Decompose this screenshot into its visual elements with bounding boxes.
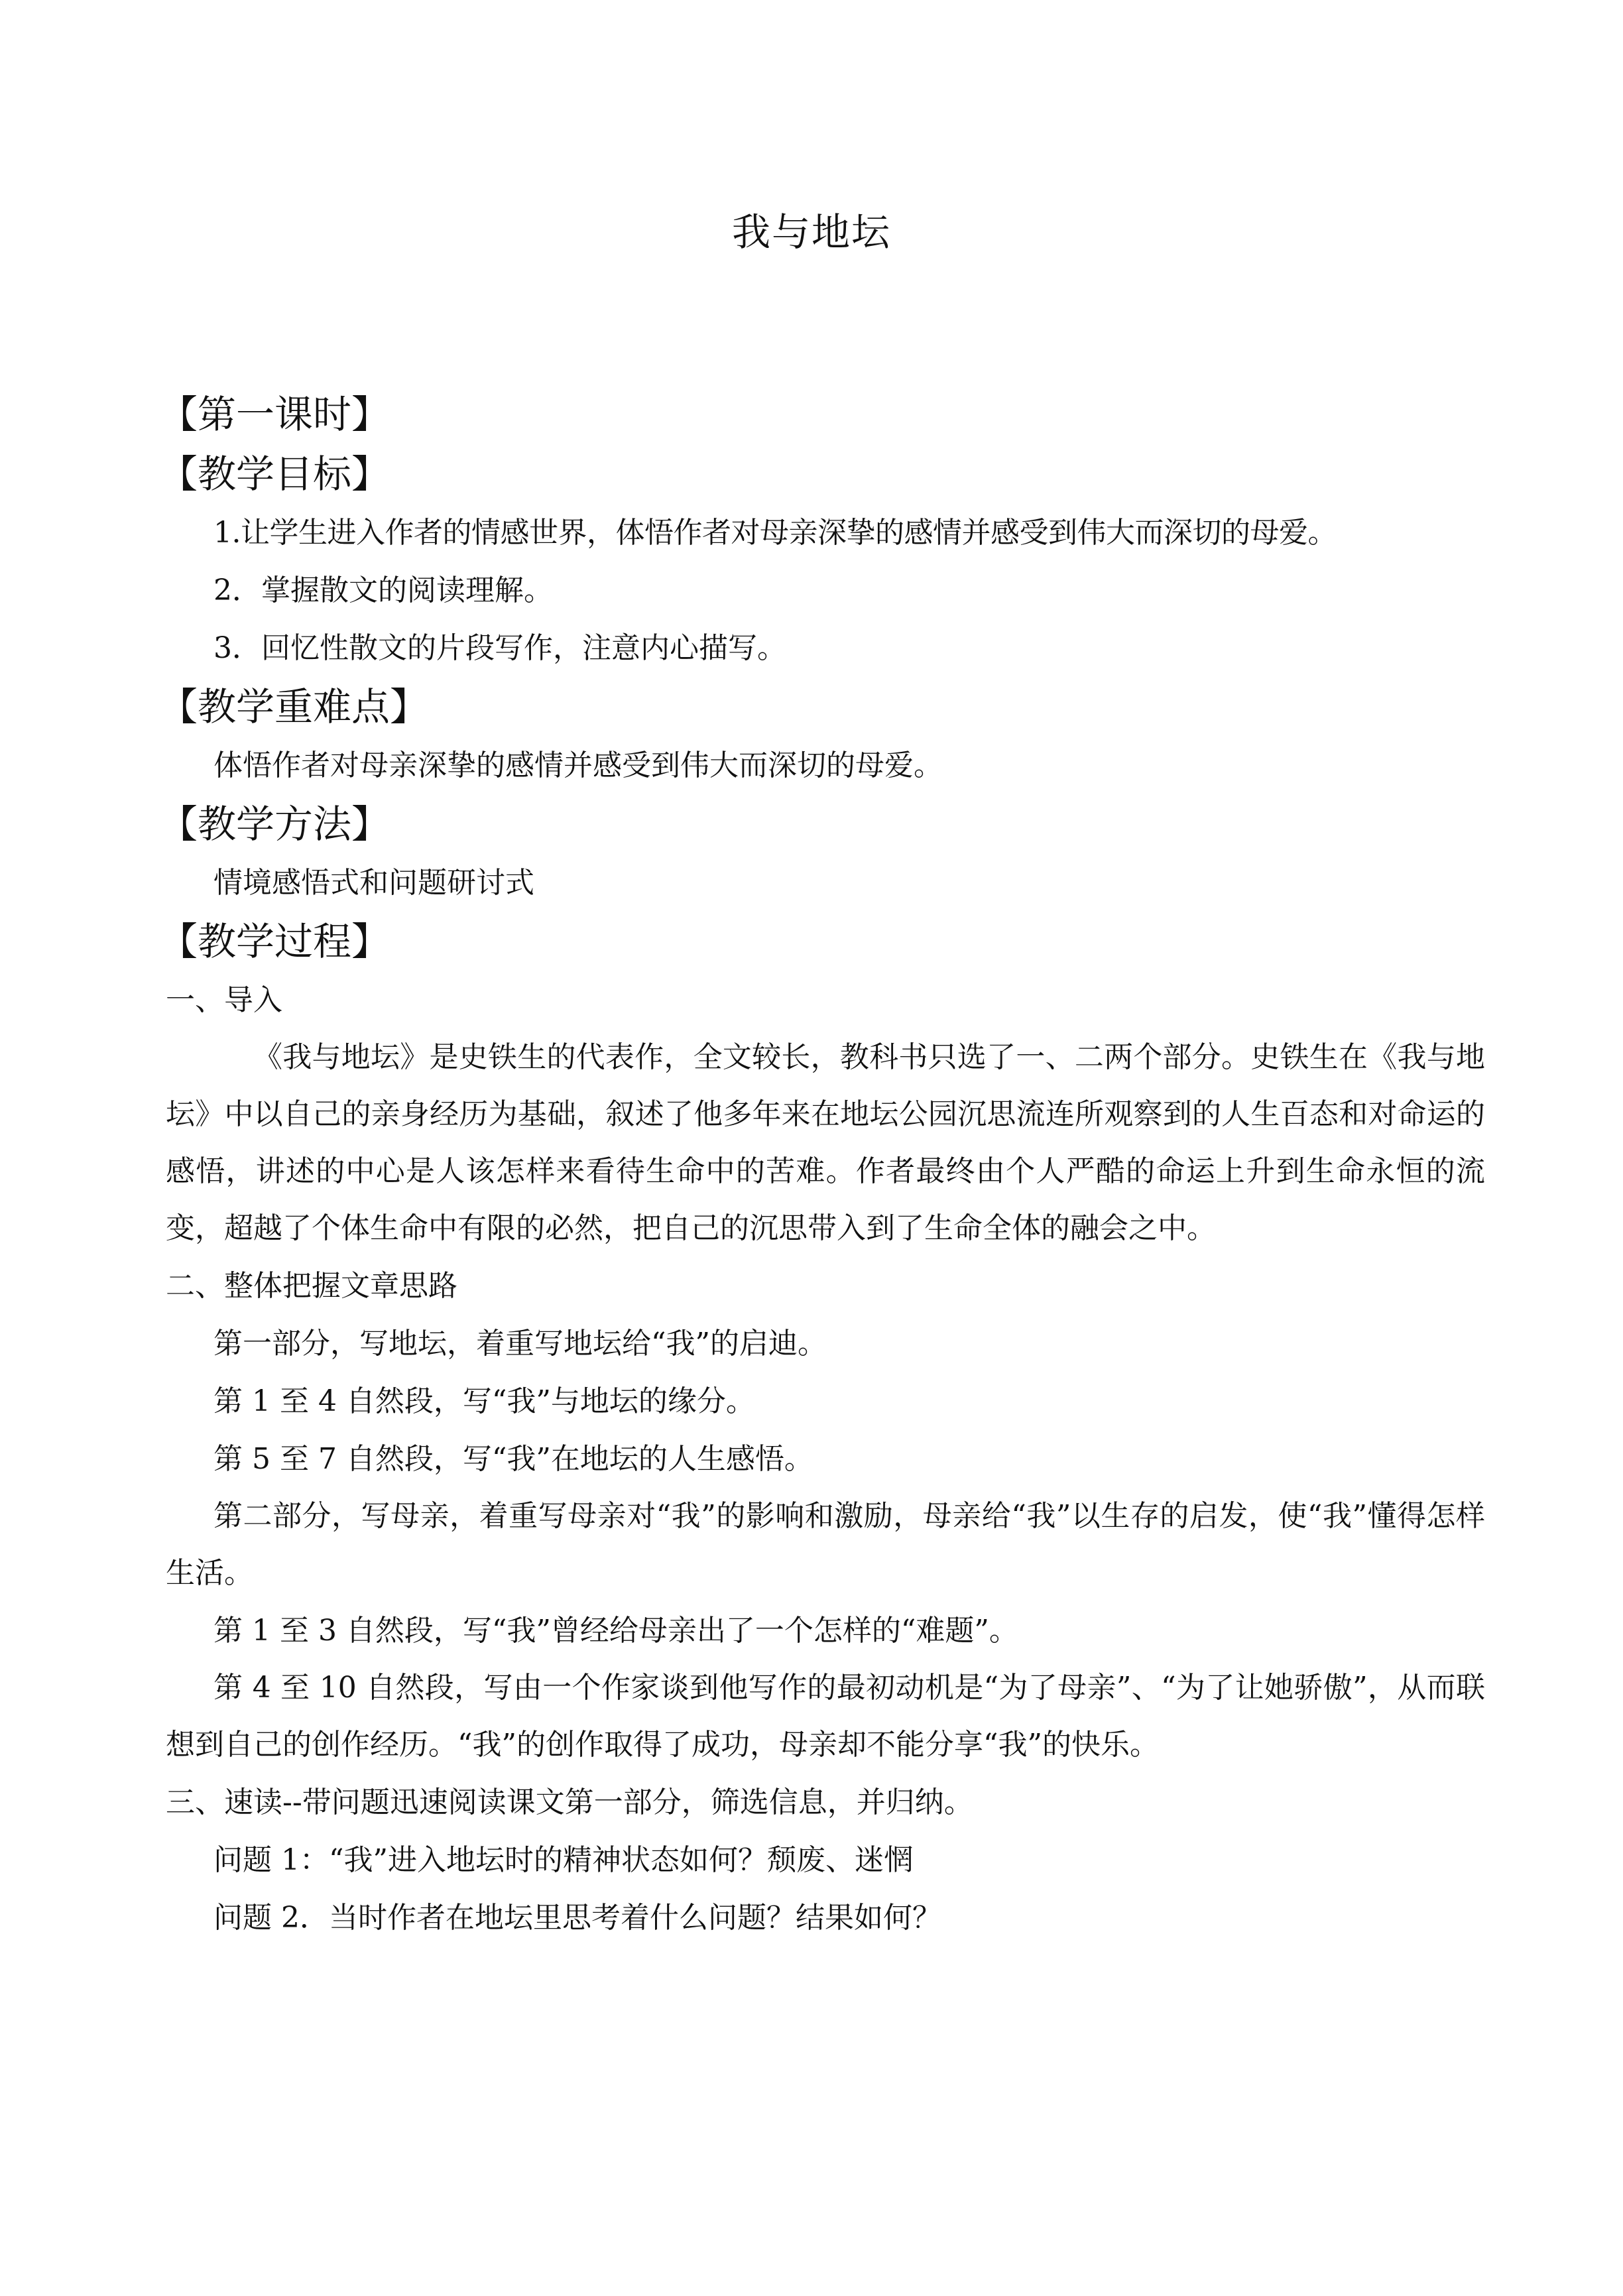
heading-lesson: 【第一课时】 xyxy=(159,392,391,437)
document-body xyxy=(159,385,1485,1947)
structure-line: 第 5 至 7 自然段，写“我”在地坛的人生感悟。 xyxy=(213,1442,813,1476)
intro-paragraph: 《我与地坛》是史铁生的代表作，全文较长，教科书只选了一、二两个部分。史铁生在《我与地坛》中以自己的亲身经历为基础，叙述了他多年来在地坛公园沉思流连所观察到的人生百态和对命运的感悟，讲述的中心是人该怎样来看待生命中的苦难。作者最终由个人严酷的命运上升到生命永恒的流变，超越了个体生命中有限的必然，把自己的沉思带入到了生命全体的融会之中。 xyxy=(166,1040,1485,1245)
goal-item: 2．掌握散文的阅读理解。 xyxy=(213,574,553,607)
heading-process: 【教学过程】 xyxy=(159,919,391,964)
structure-line: 第一部分，写地坛，着重写地坛给“我”的启迪。 xyxy=(213,1327,827,1360)
structure-paragraph: 第 4 至 10 自然段，写由一个作家谈到他写作的最初动机是“为了母亲”、“为了让她骄傲”，从而联想到自己的创作经历。“我”的创作取得了成功，母亲却不能分享“我”的快乐。 xyxy=(166,1671,1485,1762)
document-title: 我与地坛 xyxy=(731,210,891,255)
structure-line: 第 1 至 4 自然段，写“我”与地坛的缘分。 xyxy=(213,1384,755,1418)
heading-key-points: 【教学重难点】 xyxy=(159,684,429,729)
structure-line: 第 1 至 3 自然段，写“我”曾经给母亲出了一个怎样的“难题”。 xyxy=(213,1614,1018,1648)
heading-methods: 【教学方法】 xyxy=(159,802,391,847)
section-title-intro: 一、导入 xyxy=(166,983,282,1017)
key-points-text: 体悟作者对母亲深挚的感情并感受到伟大而深切的母爱。 xyxy=(213,749,943,782)
methods-text: 情境感悟式和问题研讨式 xyxy=(213,866,534,900)
section-title-speed-reading: 三、速读--带问题迅速阅读课文第一部分，筛选信息，并归纳。 xyxy=(166,1785,973,1819)
heading-goals: 【教学目标】 xyxy=(159,452,391,497)
question-item: 问题 1：“我”进入地坛时的精神状态如何？颓废、迷惘 xyxy=(213,1843,913,1877)
goal-item: 3．回忆性散文的片段写作，注意内心描写。 xyxy=(213,631,786,665)
section-title-structure: 二、整体把握文章思路 xyxy=(166,1269,457,1303)
structure-paragraph: 第二部分，写母亲，着重写母亲对“我”的影响和激励，母亲给“我”以生存的启发，使“我”懂得怎样生活。 xyxy=(166,1499,1485,1590)
question-item: 问题 2．当时作者在地坛里思考着什么问题？结果如何？ xyxy=(213,1901,941,1935)
goal-item: 1.让学生进入作者的情感世界，体悟作者对母亲深挚的感情并感受到伟大而深切的母爱。 xyxy=(213,516,1337,550)
